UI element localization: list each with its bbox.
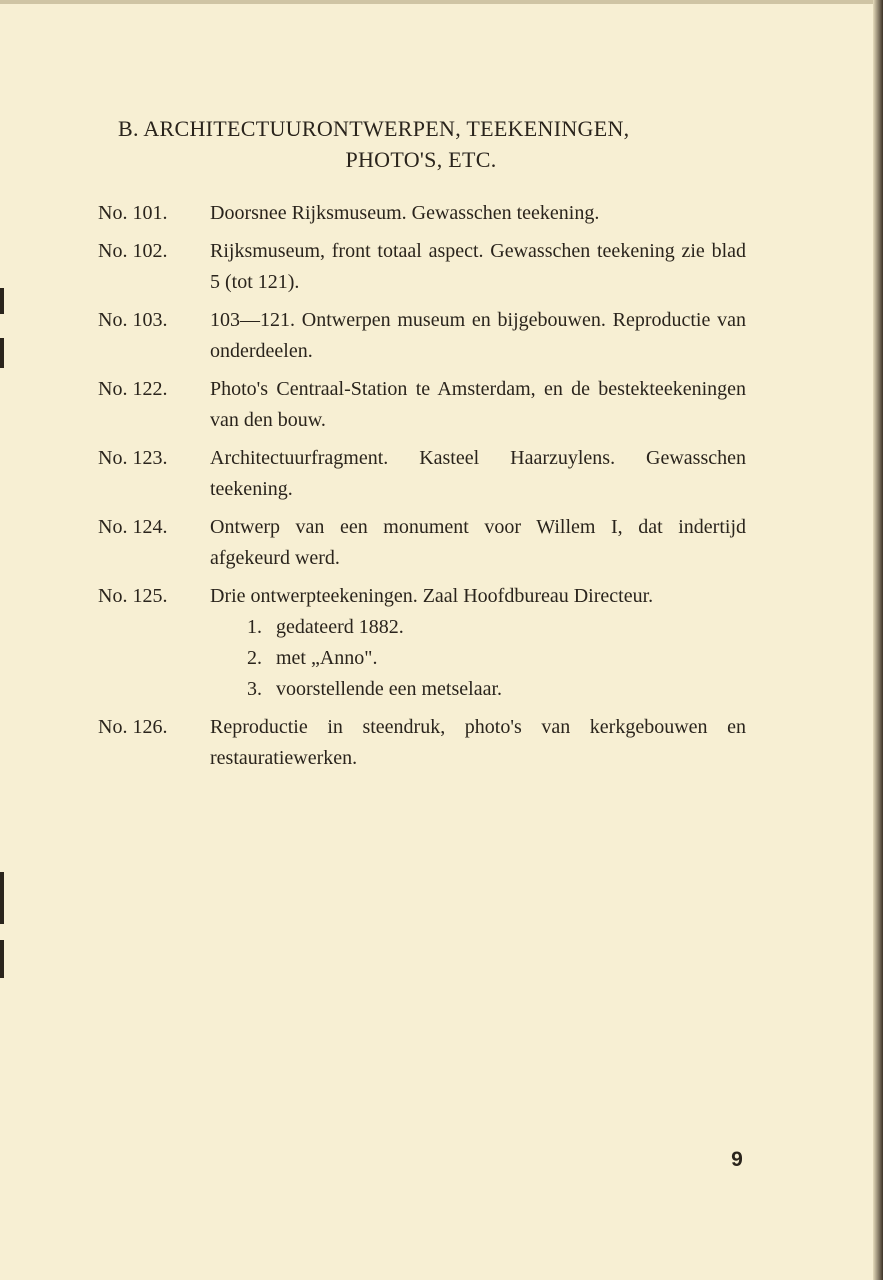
section-heading-line-1: B. ARCHITECTUURONTWERPEN, TEEKENINGEN, [118, 116, 630, 141]
entry-number: No. 124. [98, 516, 168, 538]
entry-sublist [210, 612, 746, 705]
entry-description: Reproductie in steendruk, photo's van kerkgebouwen en restauratiewerken. [210, 716, 746, 769]
sublist-text: met „Anno". [276, 647, 378, 669]
page-number: 9 [731, 1148, 743, 1171]
entry-description: Rijksmuseum, front totaal aspect. Gewasschen teekening zie blad 5 (tot 121). [210, 240, 746, 293]
left-edge-mark [0, 338, 4, 368]
catalogue-entry [98, 712, 746, 774]
entry-number: No. 103. [98, 309, 168, 331]
left-edge-mark [0, 940, 4, 978]
entry-description-block [210, 581, 746, 705]
section-heading [118, 113, 738, 175]
sublist-item [210, 612, 746, 643]
entry-description: Photo's Centraal-Station te Amsterdam, en de bestekteekeningen van den bouw. [210, 378, 746, 431]
page-binding-edge [873, 0, 883, 1280]
sublist-item [210, 674, 746, 705]
left-edge-mark [0, 288, 4, 314]
sublist-index: 2. [247, 647, 262, 669]
sublist-item [210, 643, 746, 674]
entry-number: No. 122. [98, 378, 168, 400]
catalogue-entries [98, 198, 746, 781]
entry-description: Architectuurfragment. Kasteel Haarzuylens. Gewasschen teekening. [210, 447, 746, 500]
catalogue-entry [98, 374, 746, 436]
catalogue-entry [98, 581, 746, 705]
entry-number: No. 102. [98, 240, 168, 262]
entry-number: No. 123. [98, 447, 168, 469]
entry-description: Ontwerp van een monument voor Willem I, dat indertijd afgekeurd werd. [210, 516, 746, 569]
left-edge-mark [0, 872, 4, 924]
section-heading-line-2: PHOTO'S, ETC. [345, 147, 497, 172]
sublist-index: 3. [247, 678, 262, 700]
catalogue-entry [98, 305, 746, 367]
catalogue-entry [98, 512, 746, 574]
entry-number: No. 101. [98, 202, 168, 224]
entry-number: No. 126. [98, 716, 168, 738]
entry-description: Drie ontwerpteekeningen. Zaal Hoofdbureau Directeur. [210, 585, 654, 607]
sublist-index: 1. [247, 616, 262, 638]
catalogue-entry [98, 236, 746, 298]
catalogue-entry [98, 443, 746, 505]
page-top-edge [0, 0, 883, 4]
entry-description: 103—121. Ontwerpen museum en bijgebouwen. Reproductie van onderdeelen. [210, 309, 746, 362]
entry-description: Doorsnee Rijksmuseum. Gewasschen teekening. [210, 202, 600, 224]
catalogue-entry [98, 198, 746, 229]
sublist-text: voorstellende een metselaar. [276, 678, 503, 700]
entry-number: No. 125. [98, 585, 168, 607]
sublist-text: gedateerd 1882. [276, 616, 404, 638]
